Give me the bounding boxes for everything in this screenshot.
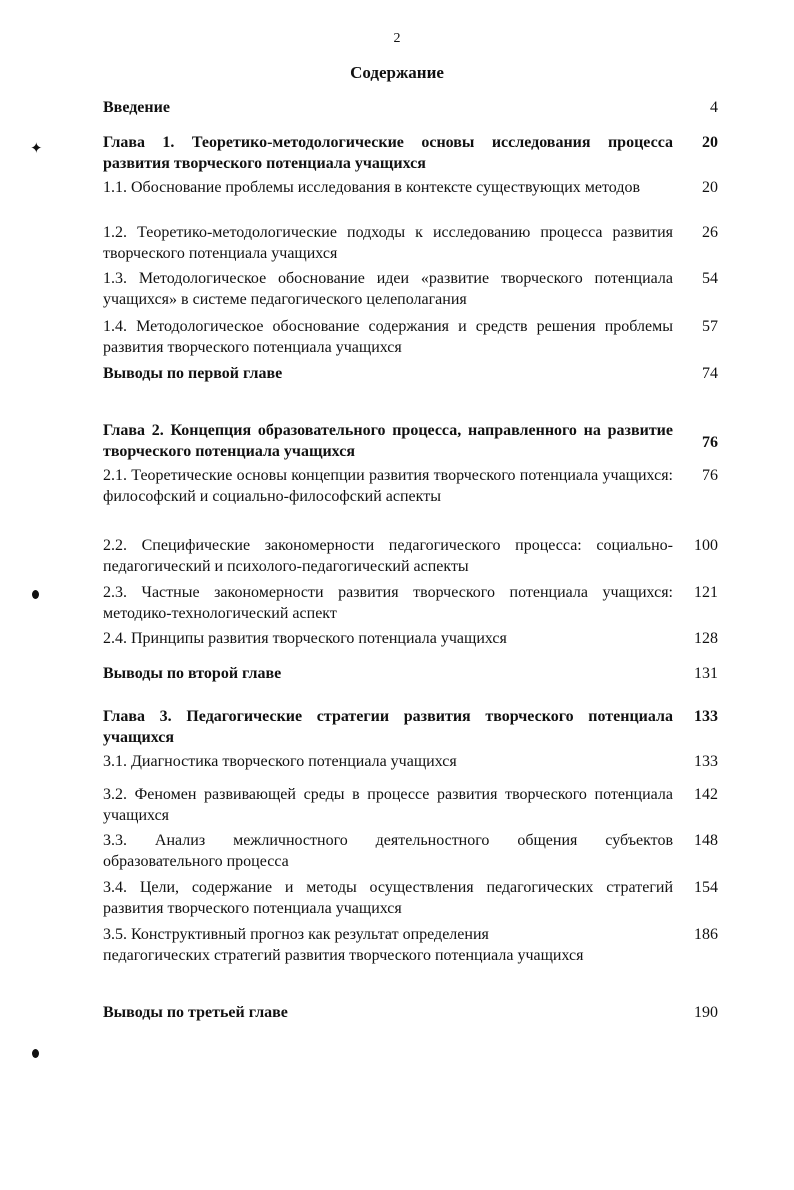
- toc-entry-conclusions-1: Выводы по первой главе: [103, 365, 283, 382]
- toc-entry-1-1: 1.1. Обоснование проблемы исследования в контексте существующих методов: [103, 179, 641, 196]
- toc-entry-2-3: 2.3. Частные закономерности развития творческого потенциала учащихся: методико-технологический аспект: [103, 584, 673, 622]
- toc-page-2-1: 76: [702, 467, 718, 484]
- toc-entry-introduction: Введение: [103, 99, 170, 116]
- toc-entry-conclusions-2: Выводы по второй главе: [103, 665, 282, 682]
- toc-entry-1-3: 1.3. Методологическое обоснование идеи «развитие творческого потенциала учащихся» в системе педагогического целеполагания: [103, 270, 673, 308]
- toc-page-1-3: 54: [702, 270, 718, 287]
- toc-entry-2-4: 2.4. Принципы развития творческого потенциала учащихся: [103, 630, 507, 647]
- toc-entry-3-4: 3.4. Цели, содержание и методы осуществления педагогических стратегий развития творческого потенциала учащихся: [103, 879, 673, 917]
- toc-entry-2-1: 2.1. Теоретические основы концепции развития творческого потенциала учащихся: философский и социально-философский аспекты: [103, 467, 673, 505]
- toc-entry-chapter-1: Глава 1. Теоретико-методологические основы исследования процесса развития творческого потенциала учащихся: [103, 134, 673, 172]
- toc-page-1-1: 20: [702, 179, 718, 196]
- toc-page-3-4: 154: [694, 879, 718, 896]
- toc-entry-1-4: 1.4. Методологическое обоснование содержания и средств решения проблемы развития творческого потенциала учащихся: [103, 318, 673, 356]
- toc-page-introduction: 4: [710, 99, 718, 116]
- toc-entry-3-2: 3.2. Феномен развивающей среды в процессе развития творческого потенциала учащихся: [103, 786, 673, 824]
- toc-entry-1-2: 1.2. Теоретико-методологические подходы к исследованию процесса развития творческого потенциала учащихся: [103, 224, 673, 262]
- page-title: Содержание: [350, 63, 444, 82]
- toc-page-3-3: 148: [694, 832, 718, 849]
- toc-page-2-2: 100: [694, 537, 718, 554]
- toc-entry-3-1: 3.1. Диагностика творческого потенциала учащихся: [103, 753, 457, 770]
- toc-page-3-1: 133: [694, 753, 718, 770]
- toc-page-1-2: 26: [702, 224, 718, 241]
- scan-mark-icon: ✦: [30, 141, 43, 157]
- toc-entry-2-2: 2.2. Специфические закономерности педагогического процесса: социально-педагогический и психолого-педагогический аспекты: [103, 537, 673, 575]
- toc-page-3-5: 186: [694, 926, 718, 943]
- toc-page-chapter-3: 133: [694, 708, 718, 725]
- toc-entry-chapter-2: Глава 2. Концепция образовательного процесса, направленного на развитие творческого потенциала учащихся: [103, 422, 673, 460]
- toc-page-conclusions-3: 190: [694, 1004, 718, 1021]
- toc-entry-3-5: 3.5. Конструктивный прогноз как результат определения педагогических стратегий развития творческого потенциала учащихся: [103, 926, 584, 964]
- page-number: 2: [393, 31, 401, 46]
- punch-hole-icon: [32, 590, 39, 599]
- toc-page-3-2: 142: [694, 786, 718, 803]
- toc-page-conclusions-2: 131: [694, 665, 718, 682]
- toc-page-chapter-2: 76: [702, 434, 718, 451]
- toc-page-1-4: 57: [702, 318, 718, 335]
- toc-entry-3-3: 3.3. Анализ межличностного деятельностного общения субъектов образовательного процесса: [103, 832, 673, 870]
- toc-page-conclusions-1: 74: [702, 365, 718, 382]
- punch-hole-icon: [32, 1049, 39, 1058]
- toc-entry-chapter-3: Глава 3. Педагогические стратегии развития творческого потенциала учащихся: [103, 708, 673, 746]
- toc-entry-conclusions-3: Выводы по третьей главе: [103, 1004, 288, 1021]
- toc-page-2-3: 121: [694, 584, 718, 601]
- toc-page-chapter-1: 20: [702, 134, 718, 151]
- toc-page-2-4: 128: [694, 630, 718, 647]
